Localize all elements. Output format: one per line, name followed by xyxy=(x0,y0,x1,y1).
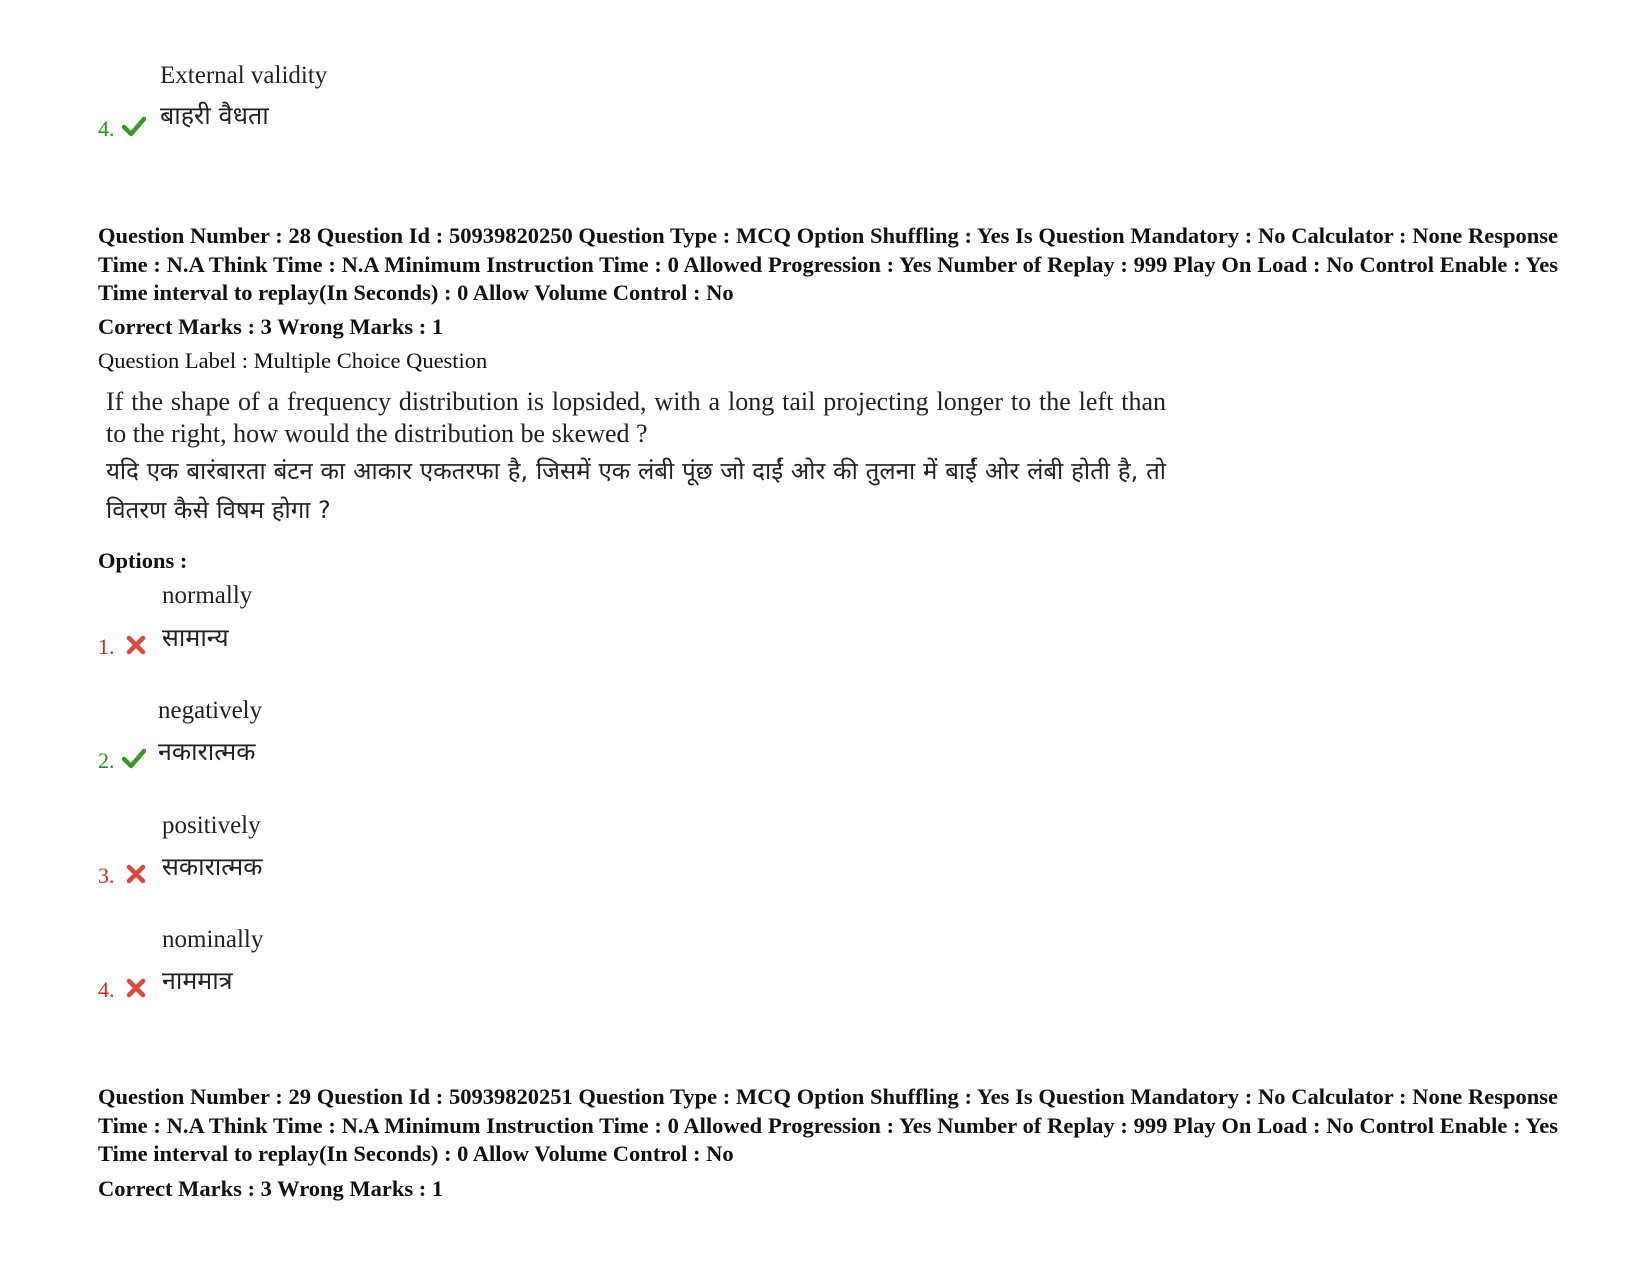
cross-icon xyxy=(124,977,148,999)
option-hindi-text: नकारात्मक xyxy=(158,737,256,766)
option-hindi-text: सामान्य xyxy=(162,623,229,652)
option-english-text: nominally xyxy=(162,926,264,953)
question-english-text: If the shape of a frequency distribution is lopsided, with a long tail projecting longer to the left than to the right, how would the distribution be skewed ? xyxy=(106,387,1166,448)
option-hindi-text: सकारात्मक xyxy=(162,852,263,881)
question-28-metadata: Question Number : 28 Question Id : 50939820250 Question Type : MCQ Option Shuffling : Yes Is Question Mandatory : No Calculator : None Response Time : N.A Think Time : N.A Minimum Instruction Time : 0 Allowed Progression : Yes Number of Replay : 999 Play On Load : No Control Enable : Yes Time interval to replay(In Seconds) : 0 Allow Volume Control : No xyxy=(98,223,1558,305)
option-number: 4. xyxy=(98,116,115,141)
cross-icon xyxy=(124,863,148,885)
option-number: 3. xyxy=(98,863,115,888)
option-english-text: normally xyxy=(162,582,253,609)
cross-icon xyxy=(124,634,148,656)
option-english-text: External validity xyxy=(160,62,328,89)
option-hindi-text: बाहरी वैधता xyxy=(160,101,269,130)
question-29-metadata: Question Number : 29 Question Id : 50939820251 Question Type : MCQ Option Shuffling : Yes Is Question Mandatory : No Calculator : None Response Time : N.A Think Time : N.A Minimum Instruction Time : 0 Allowed Progression : Yes Number of Replay : 999 Play On Load : No Control Enable : Yes Time interval to replay(In Seconds) : 0 Allow Volume Control : No xyxy=(98,1084,1558,1166)
option-english-text: positively xyxy=(162,812,261,839)
check-icon xyxy=(122,115,146,137)
option-hindi-text: नाममात्र xyxy=(162,966,233,995)
option-number: 1. xyxy=(98,634,115,659)
option-number: 4. xyxy=(98,977,115,1002)
question-29-marks: Correct Marks : 3 Wrong Marks : 1 xyxy=(98,1176,444,1201)
check-icon xyxy=(122,747,146,769)
question-28-marks: Correct Marks : 3 Wrong Marks : 1 xyxy=(98,314,444,339)
question-hindi-text: यदि एक बारंबारता बंटन का आकार एकतरफा है, जिसमें एक लंबी पूंछ जो दाईं ओर की तुलना में बाईं ओर लंबी होती है, तो वितरण कैसे विषम होगा ? xyxy=(106,457,1166,524)
option-number: 2. xyxy=(98,748,115,773)
question-28-text xyxy=(106,386,1166,530)
option-english-text: negatively xyxy=(158,697,263,724)
options-heading: Options : xyxy=(98,548,188,573)
question-28-label: Question Label : Multiple Choice Question xyxy=(98,348,488,373)
